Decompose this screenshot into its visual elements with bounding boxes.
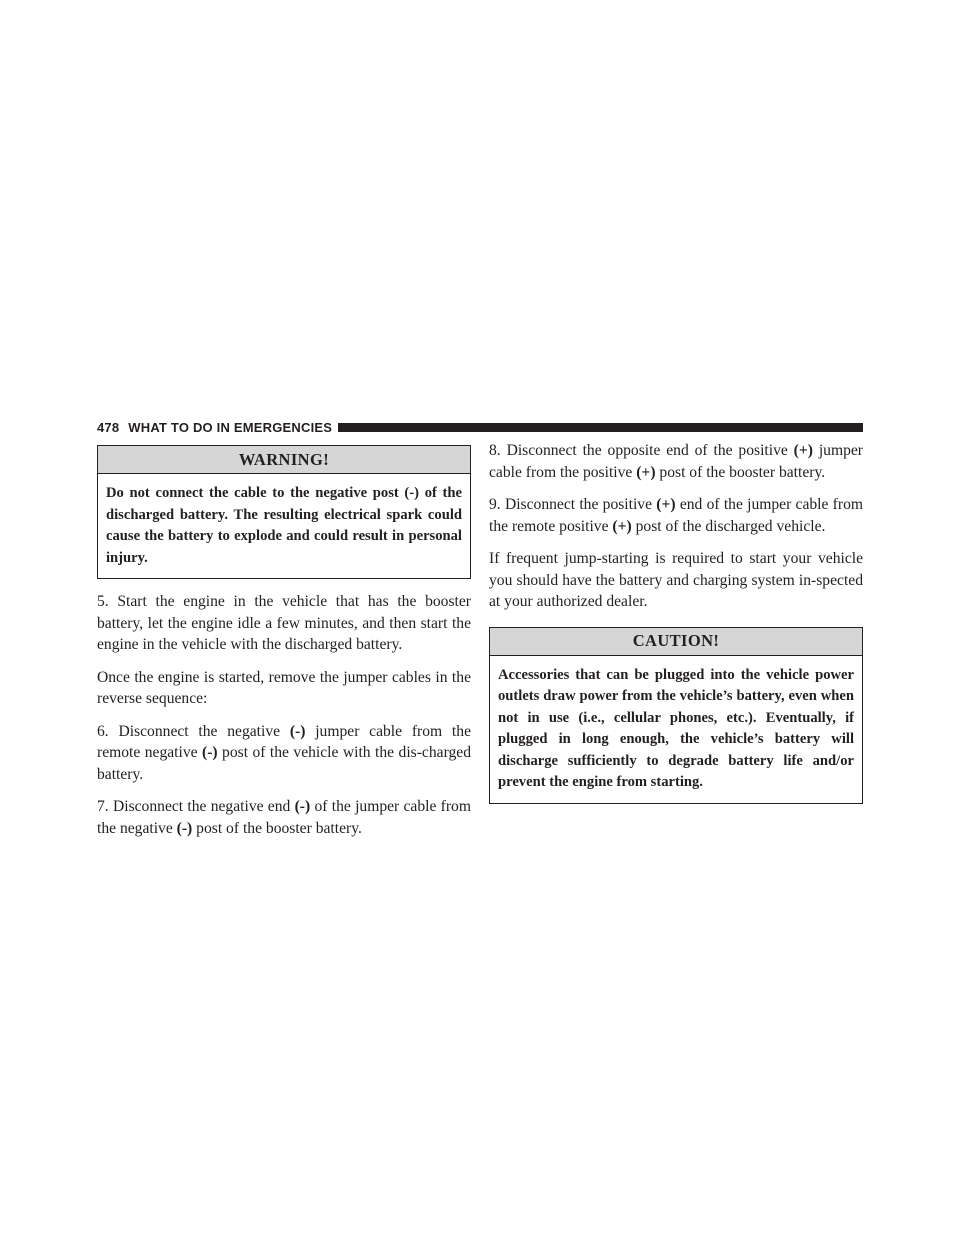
section-title: WHAT TO DO IN EMERGENCIES	[128, 419, 333, 435]
reverse-sequence-note: Once the engine is started, remove the jumper cables in the reverse sequence:	[97, 668, 471, 707]
caution-title: CAUTION!	[490, 628, 862, 656]
step-9: 9. Disconnect the positive (+) end of the jumper cable from the remote positive (+) post of the discharged vehicle.	[489, 496, 863, 535]
step-5: 5. Start the engine in the vehicle that has the booster battery, let the engine idle a few minutes, and then start the engine in the vehicle with the discharged battery.	[97, 593, 471, 653]
header-rule	[338, 423, 863, 432]
page-header	[97, 418, 863, 436]
caution-box	[489, 627, 863, 804]
warning-box	[97, 445, 471, 579]
step-6: 6. Disconnect the negative (-) jumper cable from the remote negative (-) post of the vehicle with the dis-charged battery.	[97, 722, 472, 783]
warning-text: Do not connect the cable to the negative post (-) of the discharged battery. The resulting electrical spark could cause the battery to explode and could result in personal injury.	[106, 485, 462, 566]
step-7: 7. Disconnect the negative end (-) of the jumper cable from the negative (-) post of the booster battery.	[97, 798, 471, 837]
frequent-jump-start-note: If frequent jump-starting is required to start your vehicle you should have the battery and charging system in-spected at your authorized dealer.	[489, 550, 863, 610]
right-column	[489, 440, 863, 816]
caution-text: Accessories that can be plugged into the vehicle power outlets draw power from the vehicle’s battery, even when not in use (i.e., cellular phones, etc.). Eventually, if plugged in long enough, the vehicle’s battery will discharge sufficiently to degrade battery life and/or prevent the engine from starting.	[498, 666, 854, 790]
warning-title: WARNING!	[98, 446, 470, 474]
page-number: 478	[97, 419, 120, 435]
left-column	[97, 445, 471, 850]
step-8: 8. Disconnect the opposite end of the positive (+) jumper cable from the positive (+) post of the booster battery.	[489, 442, 863, 481]
